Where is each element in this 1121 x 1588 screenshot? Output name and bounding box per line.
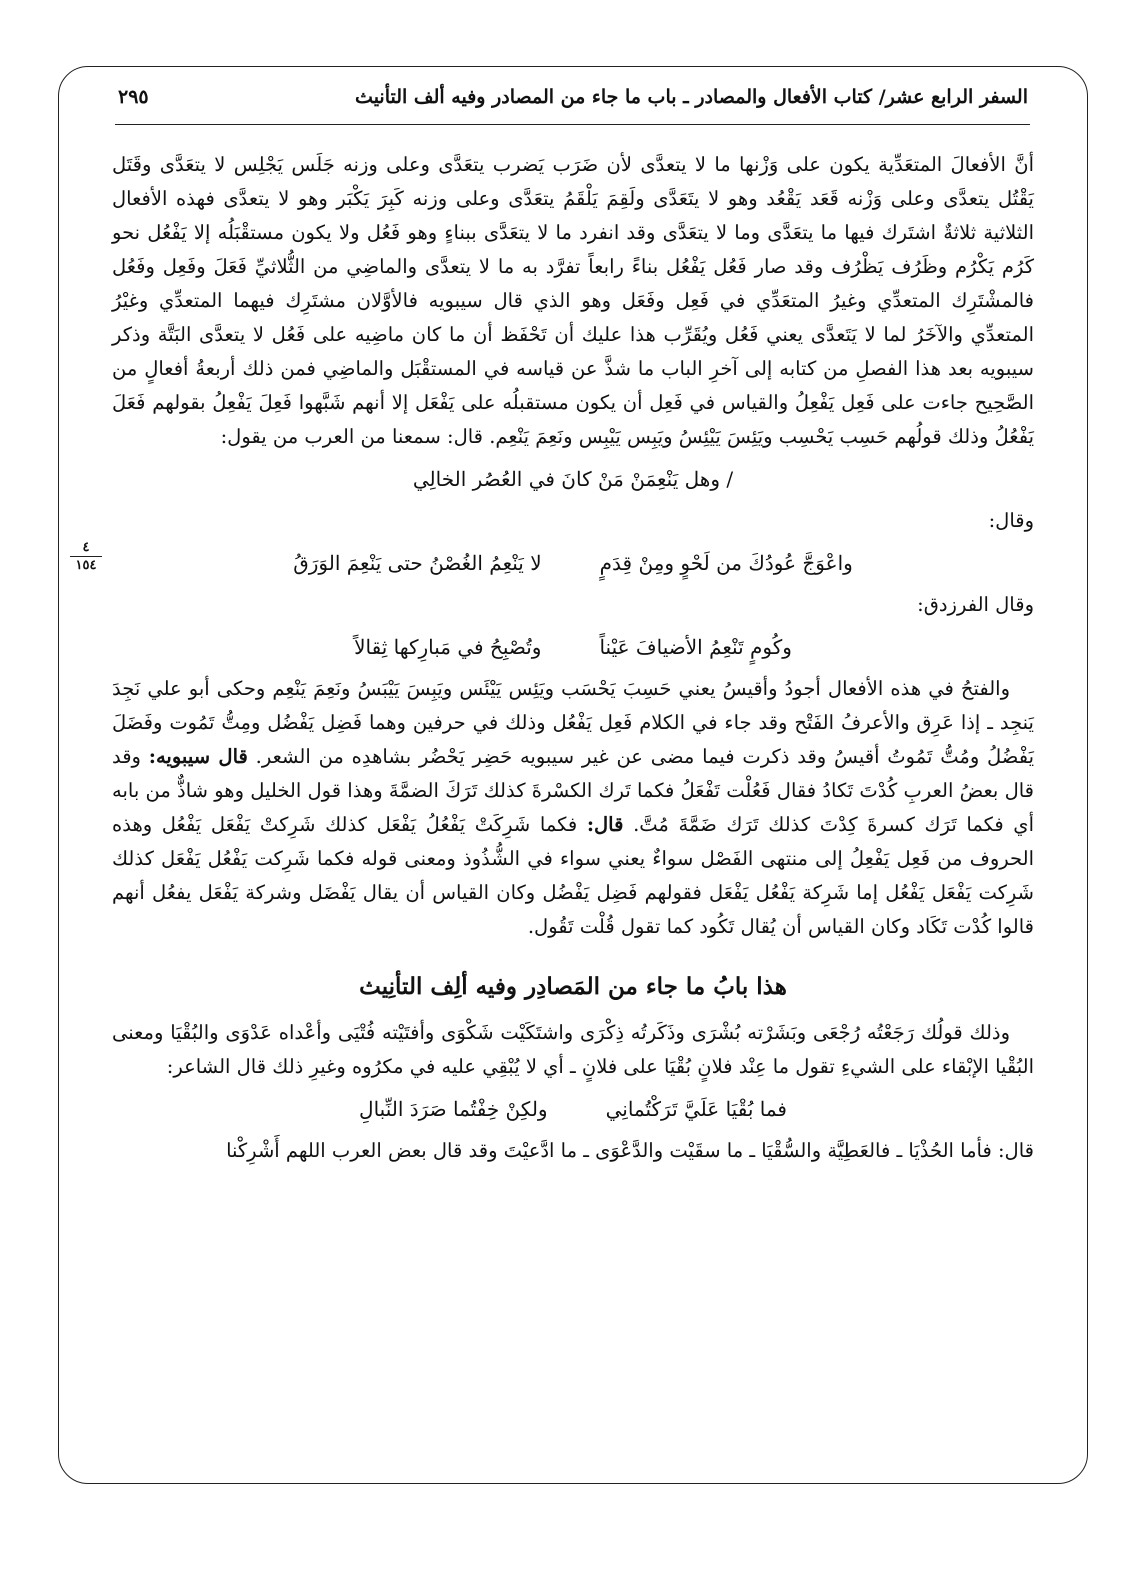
page-number: ٢٩٥ [118, 86, 149, 108]
verse-2-first-hemistich: واعْوَجَّ عُودُكَ من لَحْوٍ ومِنْ قِدَمٍ [599, 551, 853, 575]
paragraph-3: وذلك قولُك رَجَعْتُه رُجْعَى وبَشَرْته بُشْرَى وذَكَرتُه ذِكْرَى واشتَكَيْت شَكْوَى وأفتَيْته فُتْيَى وأعْداه عَدْوَى والبُقْيَا ومعنى البُقْيا الإبْقاء على الشيءِ تقول ما عِنْد فلانٍ بُقْيَا على فلانٍ ـ أي لا يُبْقِي عليه في مكرُوه وغيرِ ذلك قال الشاعر: [112, 1021, 1034, 1078]
body-text [112, 148, 1034, 1168]
verse-3 [112, 630, 1034, 664]
paragraph-4-qal: قال: [997, 1139, 1034, 1162]
margin-ref-top: ٤ [82, 540, 90, 555]
paragraph-1: أنَّ الأفعالَ المتعَدِّية يكون على وَزْنها ما لا يتعدَّى لأن ضَرَب يَضرب يتعَدَّى وعلى وزنه جَلَس يَجْلِس لا يتعَدَّى وقَتَل يَقْتُل يتعدَّى وعلى وَزْنه قَعَد يَقْعُد وهو لا يتَعَدَّى ولَقِمَ يَلْقَمُ يتعَدَّى وعلى وزنه كَبِرَ يَكْبَر وهو لا يتعدَّى فهذه الأفعال الثلاثية ثلاثةٌ اشتَرك فيها ما يتعَدَّى وما لا يتعَدَّى وقد انفرد ما لا يتعَدَّى ببناءٍ وهو فَعُل ولا يكون مستقْبَلُه إلا يَفْعُل نحو كَرُم يَكْرُم وظَرُف يَظْرُف وقد صار فَعُل يَفْعُل بناءً رابعاً تفرَّد به ما لا يتعدَّى والماضِي من الثُّلاثيِّ فَعَلَ وفَعِل وفَعُل فالمشْتَرِك المتعدِّي وغيرُ المتعَدِّي في فَعِل وفَعَل وهو الذي قال سيبويه فالأوَّلان مشتَرِك فيهما المتعدِّي وغيْرُ المتعدِّي والآخَرُ لما لا يَتَعدَّى يعني فَعُل ويُقَرِّب هذا عليك أن تَحْفَظ أن ما كان ماضِيه على فَعُل لا يتعدَّى البَتَّة وذكر سيبويه بعد هذا الفصلِ من كتابه إلى آخرِ الباب ما شذَّ عن قياسه في المستقْبَل والماضِي فمن ذلك أربعةُ أفعالٍ من الصَّحِيح جاءت على فَعِل يَفْعِلُ والقياس في فَعِل أن يكون مستقبلُه على يَفْعَل إلا أنهم شَبَّهوا فَعِلَ يَفْعِلُ بقولهم فَعَلَ يَفْعُلُ وذلك قولُهم حَسِب يَحْسِب ويَئِسَ يَيْئِسُ ويَبِس يَيْبِس ونَعِمَ يَنْعِم. قال: سمعنا من العرب من يقول: [112, 153, 1034, 448]
verse-4-first-hemistich: فما بُقْيَا عَلَيَّ تَرَكْتُمانِي [605, 1097, 787, 1121]
verse-4 [112, 1092, 1034, 1126]
paragraph-2 [112, 672, 1034, 944]
verse-intro-3: وقال الفرزدق: [917, 593, 1034, 616]
verse-4-second-hemistich: ولكِنْ خِفْتُما صَرَدَ النِّبالِ [359, 1097, 548, 1121]
verse-1: / وهل يَنْعِمَنْ مَنْ كانَ في العُصُر الخالِي [412, 467, 734, 491]
paragraph-2-part-2: وقد قال بعضُ العربِ كُدْتَ تَكادُ فقال فَعُلْت تَفْعَلُ فكما تَرك الكسْرةَ كذلك تَرَكَ الضمَّةَ وهذا قول الخليل وهو شاذٌّ من بابه أي فكما تَرَك كسرةَ كِدْتَ كذلك تَرَك ضَمَّةَ مُتَّ. [112, 745, 1034, 836]
paragraph-4-text: فأما الحُذْيَا ـ فالعَطِيَّة والسُّقْيَا ـ ما سقَيْت والدَّعْوَى ـ ما ادَّعيْتَ وقد قال بعض العرب اللهم أَشْرِكْنا [226, 1139, 992, 1162]
qal-label: قال: [586, 813, 624, 836]
header-title: السفر الرابع عشر/ كتاب الأفعال والمصادر ـ باب ما جاء من المصادر وفيه ألف التأنيث [355, 86, 1028, 108]
margin-reference [66, 540, 106, 573]
verse-3-first-hemistich: وكُومٍ تَنْعِمُ الأضيافَ عَيْناً [599, 635, 792, 659]
paragraph-2-part-1: والفتحُ في هذه الأفعال أجودُ وأقيسُ يعني حَسِبَ يَحْسَب ويَئِس يَيْئَس ويَبِسَ يَيْبَسُ ونَعِمَ يَنْعِم وحكى أبو علي نَجِدَ يَنجِد ـ إذا عَرِق والأعرفُ الفَتْح وقد جاء في الكلام فَعِل يَفْعُل وذلك في حرفين وهما فَضِل يَفْضُل ومِتُّ تَمُوت وفَضَلَ يَفْضُلُ ومُتُّ تَمُوتُ أقيسُ وقد ذكرت فيما مضى عن غير سيبويه حَضِر يَحْضُر بشاهدِه من الشعر. [112, 677, 1035, 768]
verse-2-second-hemistich: لا يَنْعِمُ الغُصْنُ حتى يَنْعِمَ الوَرَقُ [293, 551, 542, 575]
verse-2 [112, 546, 1034, 580]
margin-ref-bottom: ١٥٤ [75, 558, 97, 573]
paragraph-2-part-3: فكما شَرِكَتْ يَفْعُلُ يَفْعَل كذلك شَرِكتْ يَفْعَل يَفْعُل وهذه الحروف من فَعِل يَفْعِلُ إلى منتهى الفَصْل سواءٌ يعني سواء في الشُّذُوذ ومعنى قوله فكما شَرِكت يَفْعُل يَفْعَل كذلك شَرِكت يَفْعَل يَفْعُل إما شَرِكة يَفْعُل يَفْعَل فقولهم فَضِل يَفْضُل وكان القياس أن يقال يَفْضَل وشركة يَفْعَل يفعُل أنهم قالوا كُدْت تَكَاد وكان القياس أن يُقال تَكُود كما تقول قُلْت تَقُول. [112, 813, 1034, 938]
paragraph-4 [112, 1134, 1034, 1168]
running-header [118, 82, 1028, 118]
section-heading: هذا بابُ ما جاء من المَصادِر وفيه ألِف التأنِيث [359, 973, 787, 1000]
verse-3-second-hemistich: وتُصْبِحُ في مَبارِكها ثِقالاً [354, 635, 542, 659]
margin-ref-divider [70, 556, 102, 557]
verse-intro-2: وقال: [988, 509, 1034, 532]
header-rule [115, 124, 1030, 125]
sibawayh-label: قال سيبويه: [148, 745, 248, 768]
